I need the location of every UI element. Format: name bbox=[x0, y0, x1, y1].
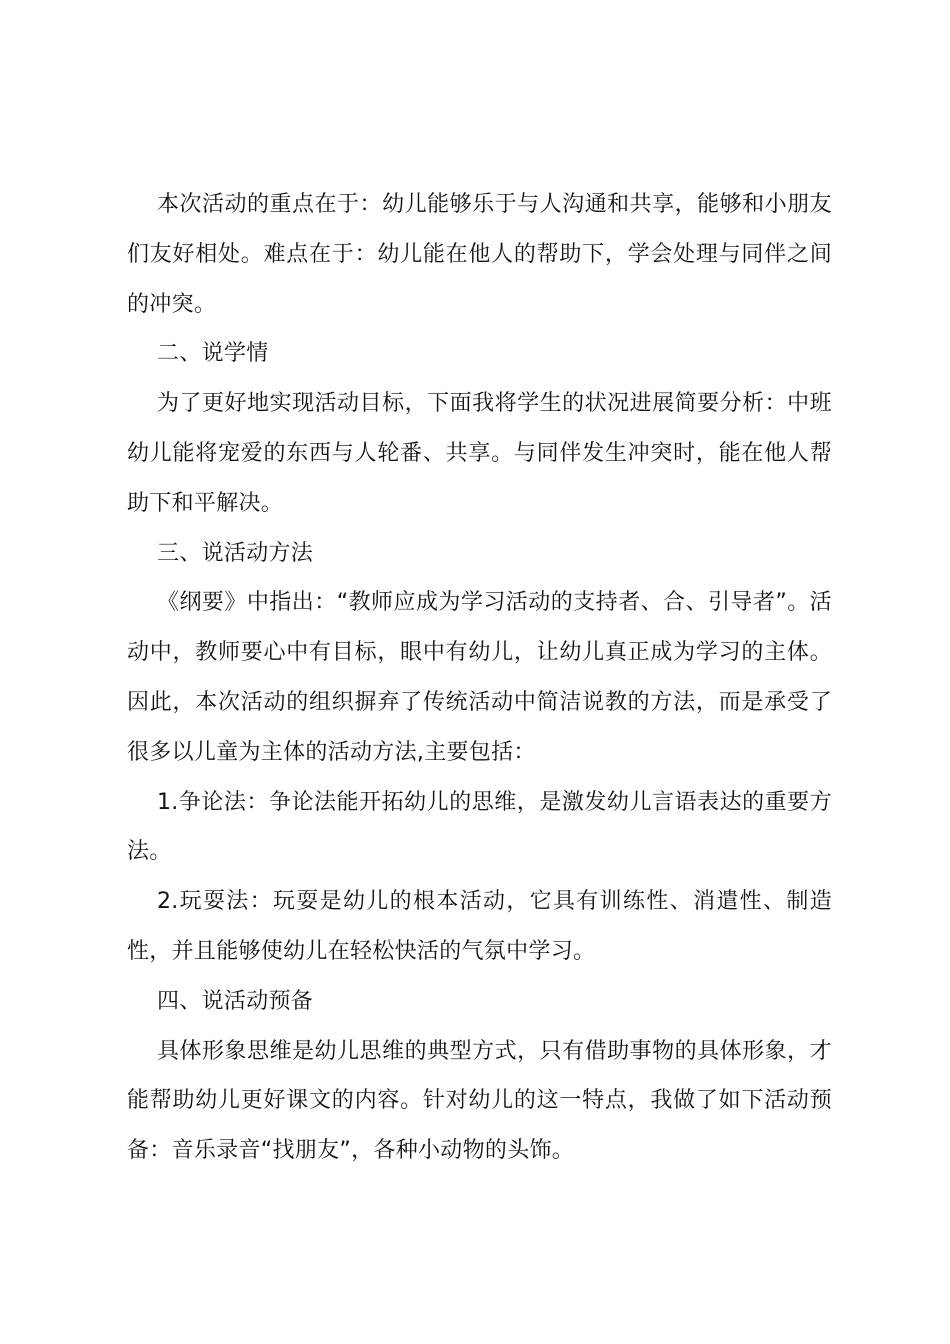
paragraph-method-debate: 1.争论法：争论法能开拓幼儿的思维，是激发幼儿言语表达的重要方法。 bbox=[127, 789, 832, 865]
paragraph-method-play: 2.玩耍法：玩耍是幼儿的根本活动，它具有训练性、消遣性、制造性，并且能够使幼儿在轻松快活的气氛中学习。 bbox=[127, 889, 832, 964]
paragraph-key-difficult-points: 本次活动的重点在于：幼儿能够乐于与人沟通和共享，能够和小朋友们友好相处。难点在于：幼儿能在他人的帮助下，学会处理与同伴之间的冲突。 bbox=[127, 192, 832, 317]
paragraph-preparation: 具体形象思维是幼儿思维的典型方式，只有借助事物的具体形象，才能帮助幼儿更好课文的内容。针对幼儿的这一特点，我做了如下活动预备：音乐录音“找朋友”，各种小动物的头饰。 bbox=[127, 1038, 832, 1164]
section-heading-student-situation: 二、说学情 bbox=[157, 341, 269, 367]
paragraph-student-analysis: 为了更好地实现活动目标，下面我将学生的状况进展简要分析：中班幼儿能将宠爱的东西与人轮番、共享。与同伴发生冲突时，能在他人帮助下和平解决。 bbox=[127, 391, 832, 516]
document-body bbox=[127, 180, 832, 1176]
section-heading-activity-preparation: 四、说活动预备 bbox=[157, 988, 314, 1014]
paragraph-methods-intro: 《纲要》中指出：“教师应成为学习活动的支持者、合、引导者”。活动中，教师要心中有目标，眼中有幼儿，让幼儿真正成为学习的主体。因此，本次活动的组织摒弃了传统活动中简洁说教的方法，而是承受了很多以儿童为主体的活动方法,主要包括： bbox=[127, 590, 832, 765]
section-heading-activity-methods: 三、说活动方法 bbox=[157, 540, 314, 566]
